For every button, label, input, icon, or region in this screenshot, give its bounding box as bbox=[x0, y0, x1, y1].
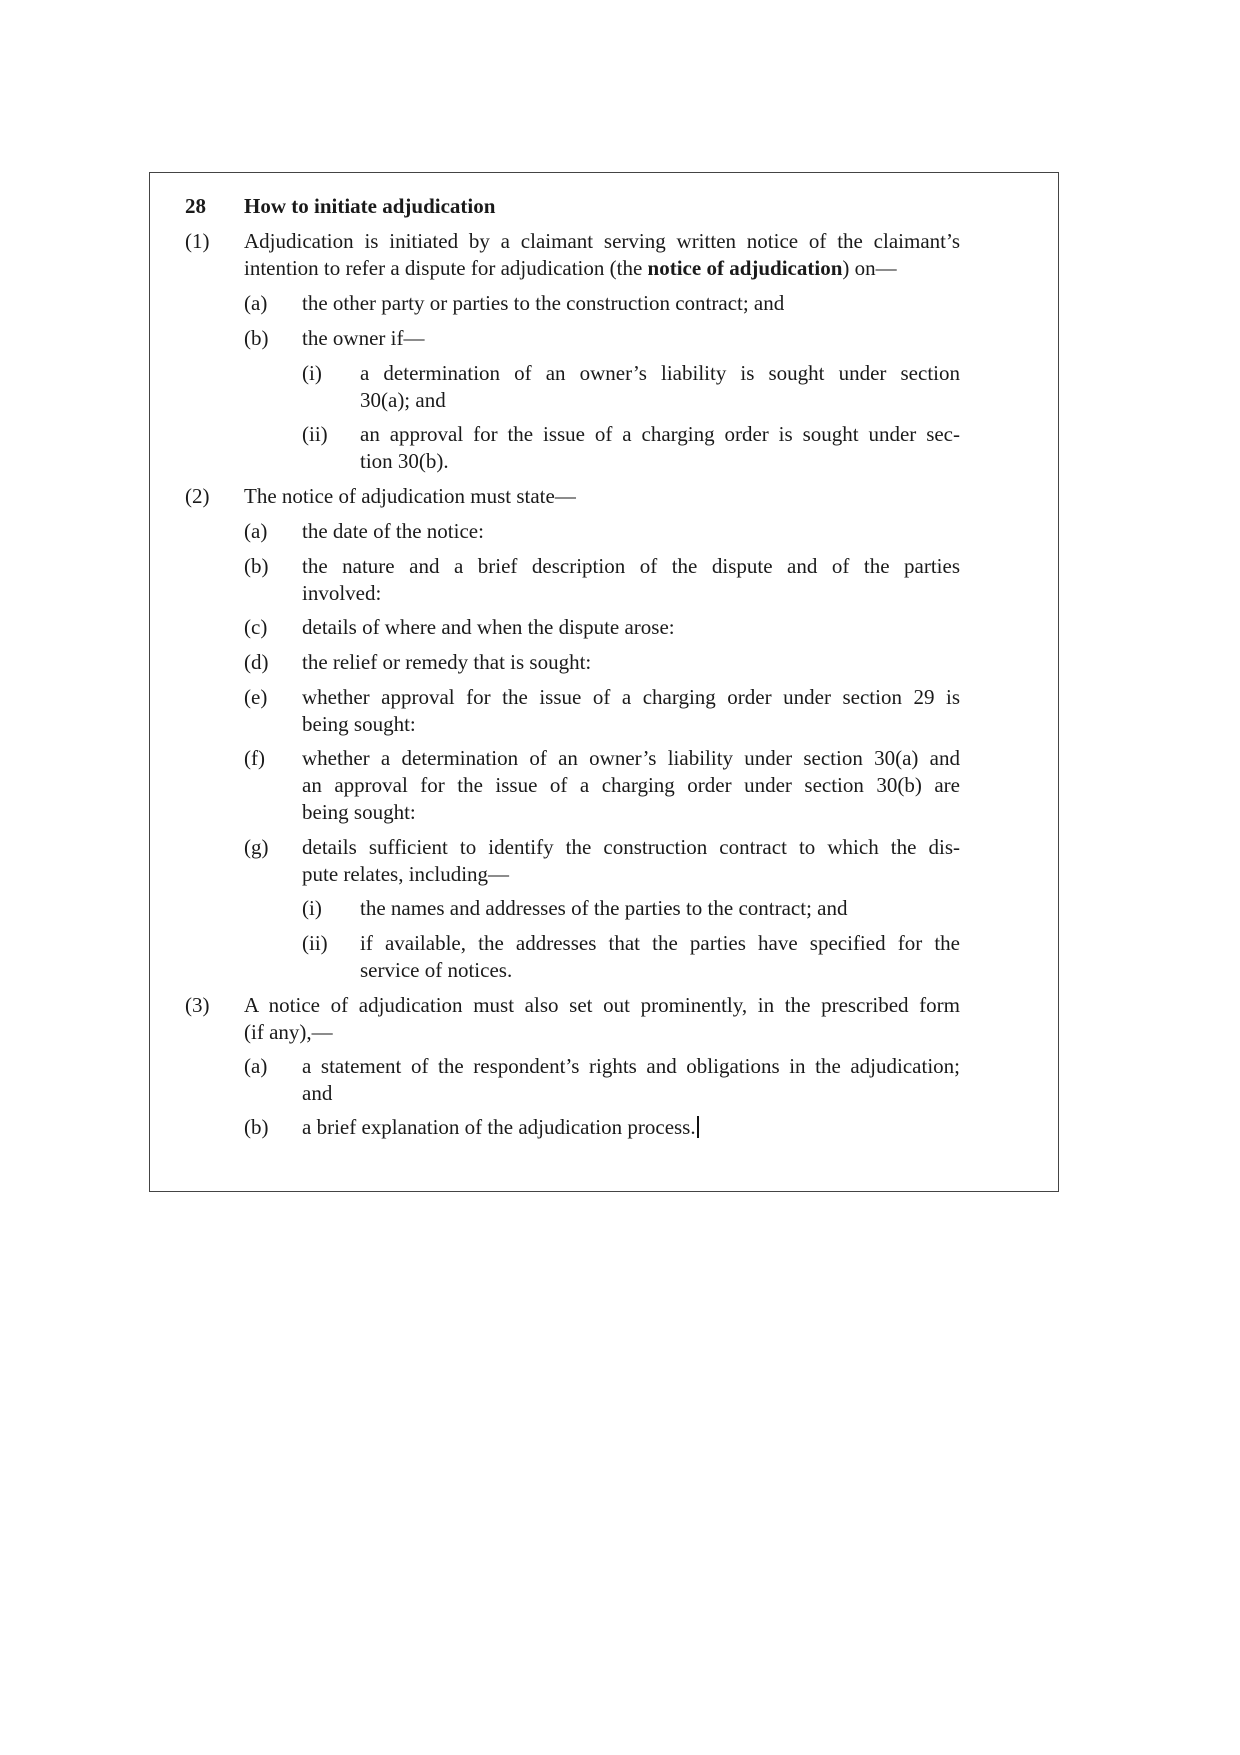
paragraph-2a-label: (a) bbox=[244, 519, 268, 543]
paragraph-3b-text[interactable] bbox=[302, 1114, 960, 1141]
paragraph-2c-label: (c) bbox=[244, 615, 268, 639]
subparagraph-2g-ii-text bbox=[360, 930, 960, 984]
subsection-1-text bbox=[244, 228, 960, 282]
text-cursor bbox=[697, 1116, 699, 1138]
subsection-3-text bbox=[244, 992, 960, 1046]
paragraph-2d-text: the relief or remedy that is sought: bbox=[302, 650, 592, 674]
paragraph-2b-line-1: the nature and a brief description of the dispute and of the parties bbox=[302, 554, 960, 578]
subparagraph-1b-ii-label: (ii) bbox=[302, 422, 328, 446]
subsection-1-line-1: Adjudication is initiated by a claimant serving written notice of the claimant’s bbox=[244, 229, 960, 253]
paragraph-2f-text bbox=[302, 745, 960, 826]
subparagraph-2g-i-text: the names and addresses of the parties to the contract; and bbox=[360, 896, 848, 920]
subsection-3-line-1: A notice of adjudication must also set out prominently, in the prescribed form bbox=[244, 993, 960, 1017]
paragraph-2b-label: (b) bbox=[244, 554, 269, 578]
section-title: How to initiate adjudication bbox=[244, 194, 496, 218]
paragraph-3b-content: a brief explanation of the adjudication process. bbox=[302, 1115, 696, 1139]
paragraph-2d-label: (d) bbox=[244, 650, 269, 674]
paragraph-2f-line-3: being sought: bbox=[302, 800, 416, 824]
paragraph-2f-line-2: an approval for the issue of a charging order under section 30(b) are bbox=[302, 773, 960, 797]
paragraph-2e-line-1: whether approval for the issue of a charging order under section 29 is bbox=[302, 685, 960, 709]
subparagraph-1b-i-line-2: 30(a); and bbox=[360, 388, 446, 412]
paragraph-2g-text bbox=[302, 834, 960, 888]
paragraph-2c-text: details of where and when the dispute arose: bbox=[302, 615, 675, 639]
subparagraph-1b-i-text bbox=[360, 360, 960, 414]
paragraph-3b-label: (b) bbox=[244, 1115, 269, 1139]
paragraph-3a-label: (a) bbox=[244, 1054, 268, 1078]
paragraph-1a-text: the other party or parties to the construction contract; and bbox=[302, 291, 785, 315]
paragraph-2e-label: (e) bbox=[244, 685, 268, 709]
subparagraph-1b-ii-line-2: tion 30(b). bbox=[360, 449, 449, 473]
paragraph-2e-line-2: being sought: bbox=[302, 712, 416, 736]
paragraph-2e-text bbox=[302, 684, 960, 738]
subparagraph-2g-ii-label: (ii) bbox=[302, 931, 328, 955]
subparagraph-1b-ii-line-1: an approval for the issue of a charging order is sought under sec- bbox=[360, 422, 960, 446]
subsection-1-line-2 bbox=[244, 255, 960, 282]
subparagraph-2g-ii-line-1: if available, the addresses that the parties have specified for the bbox=[360, 931, 960, 955]
paragraph-3a-line-1: a statement of the respondent’s rights and obligations in the adjudication; bbox=[302, 1054, 960, 1078]
paragraph-3a-line-2: and bbox=[302, 1081, 333, 1105]
paragraph-2g-line-1: details sufficient to identify the construction contract to which the dis- bbox=[302, 835, 960, 859]
defined-term-notice-of-adjudication: notice of adjudication bbox=[647, 256, 843, 280]
paragraph-2f-label: (f) bbox=[244, 746, 265, 770]
paragraph-2f-line-1: whether a determination of an owner’s liability under section 30(a) and bbox=[302, 746, 960, 770]
paragraph-3a-text bbox=[302, 1053, 960, 1107]
paragraph-1a-label: (a) bbox=[244, 291, 268, 315]
paragraph-2b-text bbox=[302, 553, 960, 607]
subsection-2-label: (2) bbox=[185, 484, 210, 508]
paragraph-2g-line-2: pute relates, including— bbox=[302, 862, 510, 886]
paragraph-1b-text: the owner if— bbox=[302, 326, 425, 350]
section-number: 28 bbox=[185, 194, 206, 218]
paragraph-2a-text: the date of the notice: bbox=[302, 519, 484, 543]
subsection-1-line-2-post: ) on— bbox=[842, 256, 897, 280]
subsection-1-label: (1) bbox=[185, 229, 210, 253]
subparagraph-1b-i-label: (i) bbox=[302, 361, 322, 385]
paragraph-1b-label: (b) bbox=[244, 326, 269, 350]
subparagraph-1b-ii-text bbox=[360, 421, 960, 475]
paragraph-2b-line-2: involved: bbox=[302, 581, 382, 605]
subsection-3-label: (3) bbox=[185, 993, 210, 1017]
subparagraph-2g-i-label: (i) bbox=[302, 896, 322, 920]
paragraph-2g-label: (g) bbox=[244, 835, 269, 859]
subsection-3-line-2: (if any),— bbox=[244, 1020, 333, 1044]
subparagraph-2g-ii-line-2: service of notices. bbox=[360, 958, 513, 982]
subparagraph-1b-i-line-1: a determination of an owner’s liability is sought under section bbox=[360, 361, 960, 385]
subsection-1-line-2-pre: intention to refer a dispute for adjudication (the bbox=[244, 256, 648, 280]
subsection-2-text: The notice of adjudication must state— bbox=[244, 484, 576, 508]
